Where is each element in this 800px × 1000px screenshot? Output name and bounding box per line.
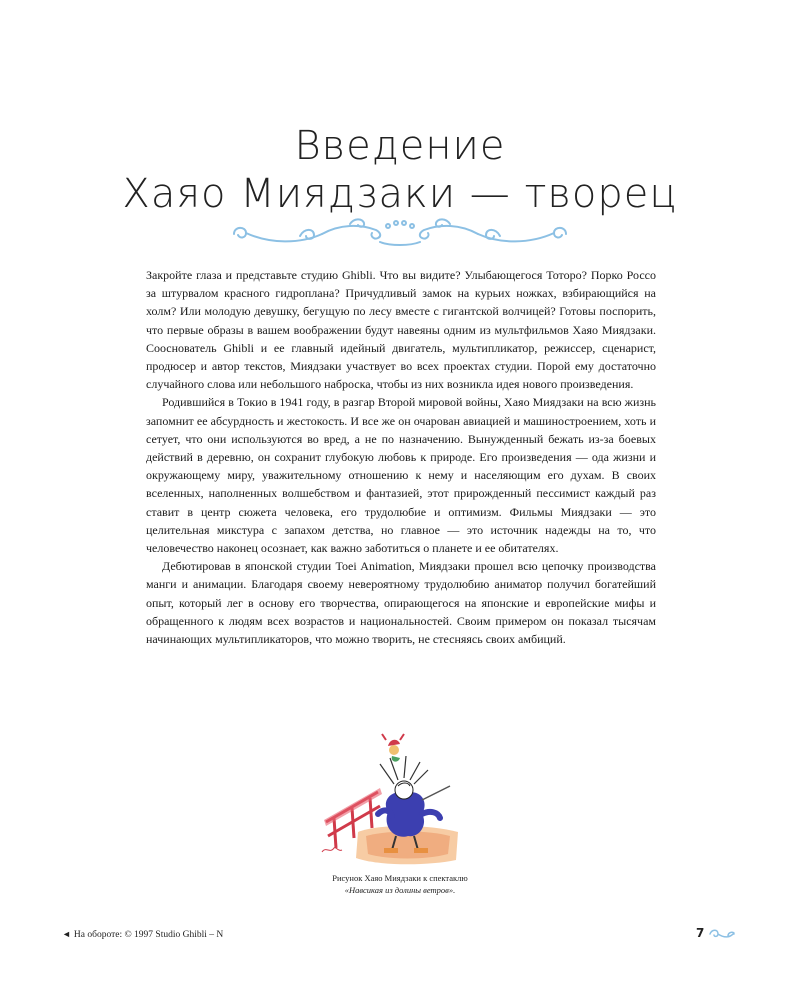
body-text	[146, 266, 656, 648]
footer-credit	[62, 929, 223, 940]
title-line-1: Введение	[294, 123, 506, 169]
decorative-flourish-icon	[230, 214, 570, 250]
miyazaki-sketch-illustration	[318, 728, 478, 868]
paragraph-2: Родившийся в Токио в 1941 году, в разгар Второй мировой войны, Хаяо Миядзаки на всю жизнь запомнит ее абсурдность и жестокость. И все же он очарован авиацией и машиностроением, хоть и сетует, что они используются во вред, а не по назначению. Вынужденный бежать из-за боевых действий в деревню, он сохранит глубокую любовь к природе. Его произведения — ода жизни и окружающему миру, уважительному отношению к нему и населяющим его духам. В своих вселенных, наполненных волшебством и фантазией, этот прирожденный пессимист каждый раз ставит в центр сюжета человека, его трудолюбие и оптимизм. Фильмы Миядзаки — это целительная микстура с запахом детства, но главное — это источник надежды на то, что человечество наконец осознает, как важно заботиться о планете и ее обитателях.	[146, 395, 656, 556]
caption-line-1: Рисунок Хаяо Миядзаки к спектаклю	[332, 873, 468, 883]
paragraph-3: Дебютировав в японской студии Toei Animation, Миядзаки прошел всю цепочку производства манги и анимации. Благодаря своему невероятному трудолюбию аниматор получил богатейший опыт, который лег в основу его творчества, опирающегося на японские и европейские мифы и обращенного к людям всех возрастов и национальностей. Своим примером он показал тысячам начинающих мультипликаторов, что можно творить, не стесняясь своих амбиций.	[146, 559, 656, 647]
chapter-title	[0, 122, 800, 218]
left-arrow-icon: ◄	[62, 929, 71, 939]
credit-text: На обороте: © 1997 Studio Ghibli – N	[73, 930, 224, 940]
title-line-2: Хаяо Миядзаки — творец	[122, 171, 678, 217]
illustration-caption	[250, 872, 550, 896]
caption-line-2: «Навсикая из долины ветров».	[344, 885, 456, 895]
paragraph-1: Закройте глаза и представьте студию Ghibli. Что вы видите? Улыбающегося Тоторо? Порко Россо за штурвалом красного гидроплана? Причудливый замок на курьих ножках, взбирающийся на холм? Или молодую девушку, бегущую по лесу вместе с гигантской волчицей? Готовы поспорить, что первые образы в вашем воображении будут навеяны одним из мультфильмов Хаяо Миядзаки. Сооснователь Ghibli и ее главный идейный двигатель, мультипликатор, режиссер, сценарист, продюсер и автор текстов, Миядзаки участвует во всех проектах студии. Порой ему достаточно случайного слова или небольшого наброска, чтобы из них возникла идея нового произведения.	[146, 268, 656, 392]
page-swirl-icon	[708, 928, 736, 940]
page-number: 7	[696, 926, 705, 940]
